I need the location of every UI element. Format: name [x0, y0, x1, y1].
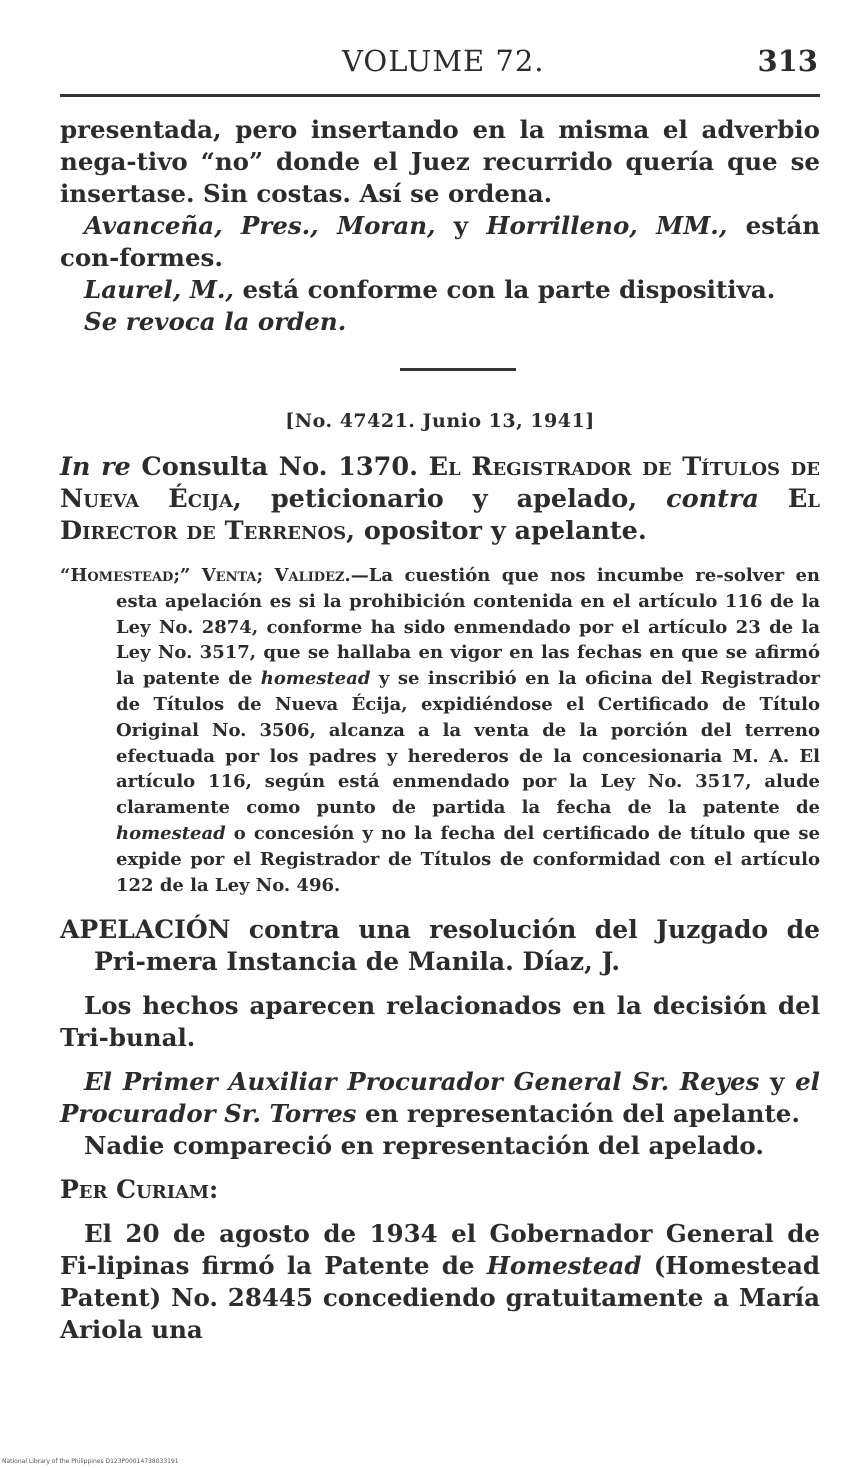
laurel-concurrence: Laurel, M., está conforme con la parte dispositiva. [84, 275, 776, 304]
appeal-line: APELACIÓN contra una resolución del Juzgado de Pri-mera Instancia de Manila. Díaz, J. [60, 915, 820, 977]
case-number: [No. 47421. Junio 13, 1941] [285, 410, 595, 432]
scan-footer: National Library of the Philippines D123P00014738033191 [2, 1458, 179, 1465]
opening-paragraph: presentada, pero insertando en la misma el adverbio nega-tivo “no” donde el Juez recurrido quería que se insertase. Sin costas. Así se ordena. [60, 115, 820, 208]
page-body [60, 114, 820, 1346]
order-line: Se revoca la orden. [84, 307, 347, 336]
volume-title: VOLUME 72. [342, 44, 545, 78]
running-header [62, 44, 818, 84]
per-curiam-heading: Per Curiam: [60, 1175, 219, 1205]
concurrence-line: Avanceña, Pres., Moran, y Horrilleno, MM., están con-formes. [60, 211, 821, 272]
appellee-line: Nadie compareció en representación del apelado. [84, 1131, 764, 1161]
concurring-justices-2: Horrilleno, MM., [486, 211, 728, 240]
case-caption: In re Consulta No. 1370. El Registrador de Títulos de Nueva Écija, peticionario y apelado, contra El Director de Terrenos, opositor y apelante. [60, 452, 820, 546]
section-divider [400, 368, 516, 371]
laurel-name: Laurel, M., [84, 275, 234, 304]
syllabus-topic: “Homestead;” Venta; Validez. [60, 565, 351, 586]
decision-paragraph: El 20 de agosto de 1934 el Gobernador General de Fi-lipinas firmó la Patente de Homestead (Homestead Patent) No. 28445 concediendo gratuitamente a María Ariola una [60, 1219, 821, 1345]
facts-line: Los hechos aparecen relacionados en la decisión del Tri-bunal. [60, 991, 820, 1053]
counsel-line: El Primer Auxiliar Procurador General Sr. Reyes y el Procurador Sr. Torres en representación del apelante. [60, 1067, 820, 1129]
page-number: 313 [757, 44, 818, 78]
syllabus: “Homestead;” Venta; Validez.—La cuestión que nos incumbe re-solver en esta apelación es si la prohibición contenida en el artículo 116 de la Ley No. 2874, conforme ha sido enmendado por el artículo 23 de la Ley No. 3517, que se hallaba en vigor en las fechas en que se afirmó la patente de homestead y se inscribió en la oficina del Registrador de Títulos de Nueva Écija, expidiéndose el Certificado de Título Original No. 3506, alcanza a la venta de la porción del terreno efectuada por los padres y herederos de la concesionaria M. A. El artículo 116, según está enmendado por la Ley No. 3517, alude claramente como punto de partida la fecha de la patente de homestead o concesión y no la fecha del certificado de título que se expide por el Registrador de Títulos de conformidad con el artículo 122 de la Ley No. 496. [60, 565, 820, 896]
header-rule [60, 94, 820, 97]
concurring-justices: Avanceña, Pres., Moran, [84, 211, 436, 240]
